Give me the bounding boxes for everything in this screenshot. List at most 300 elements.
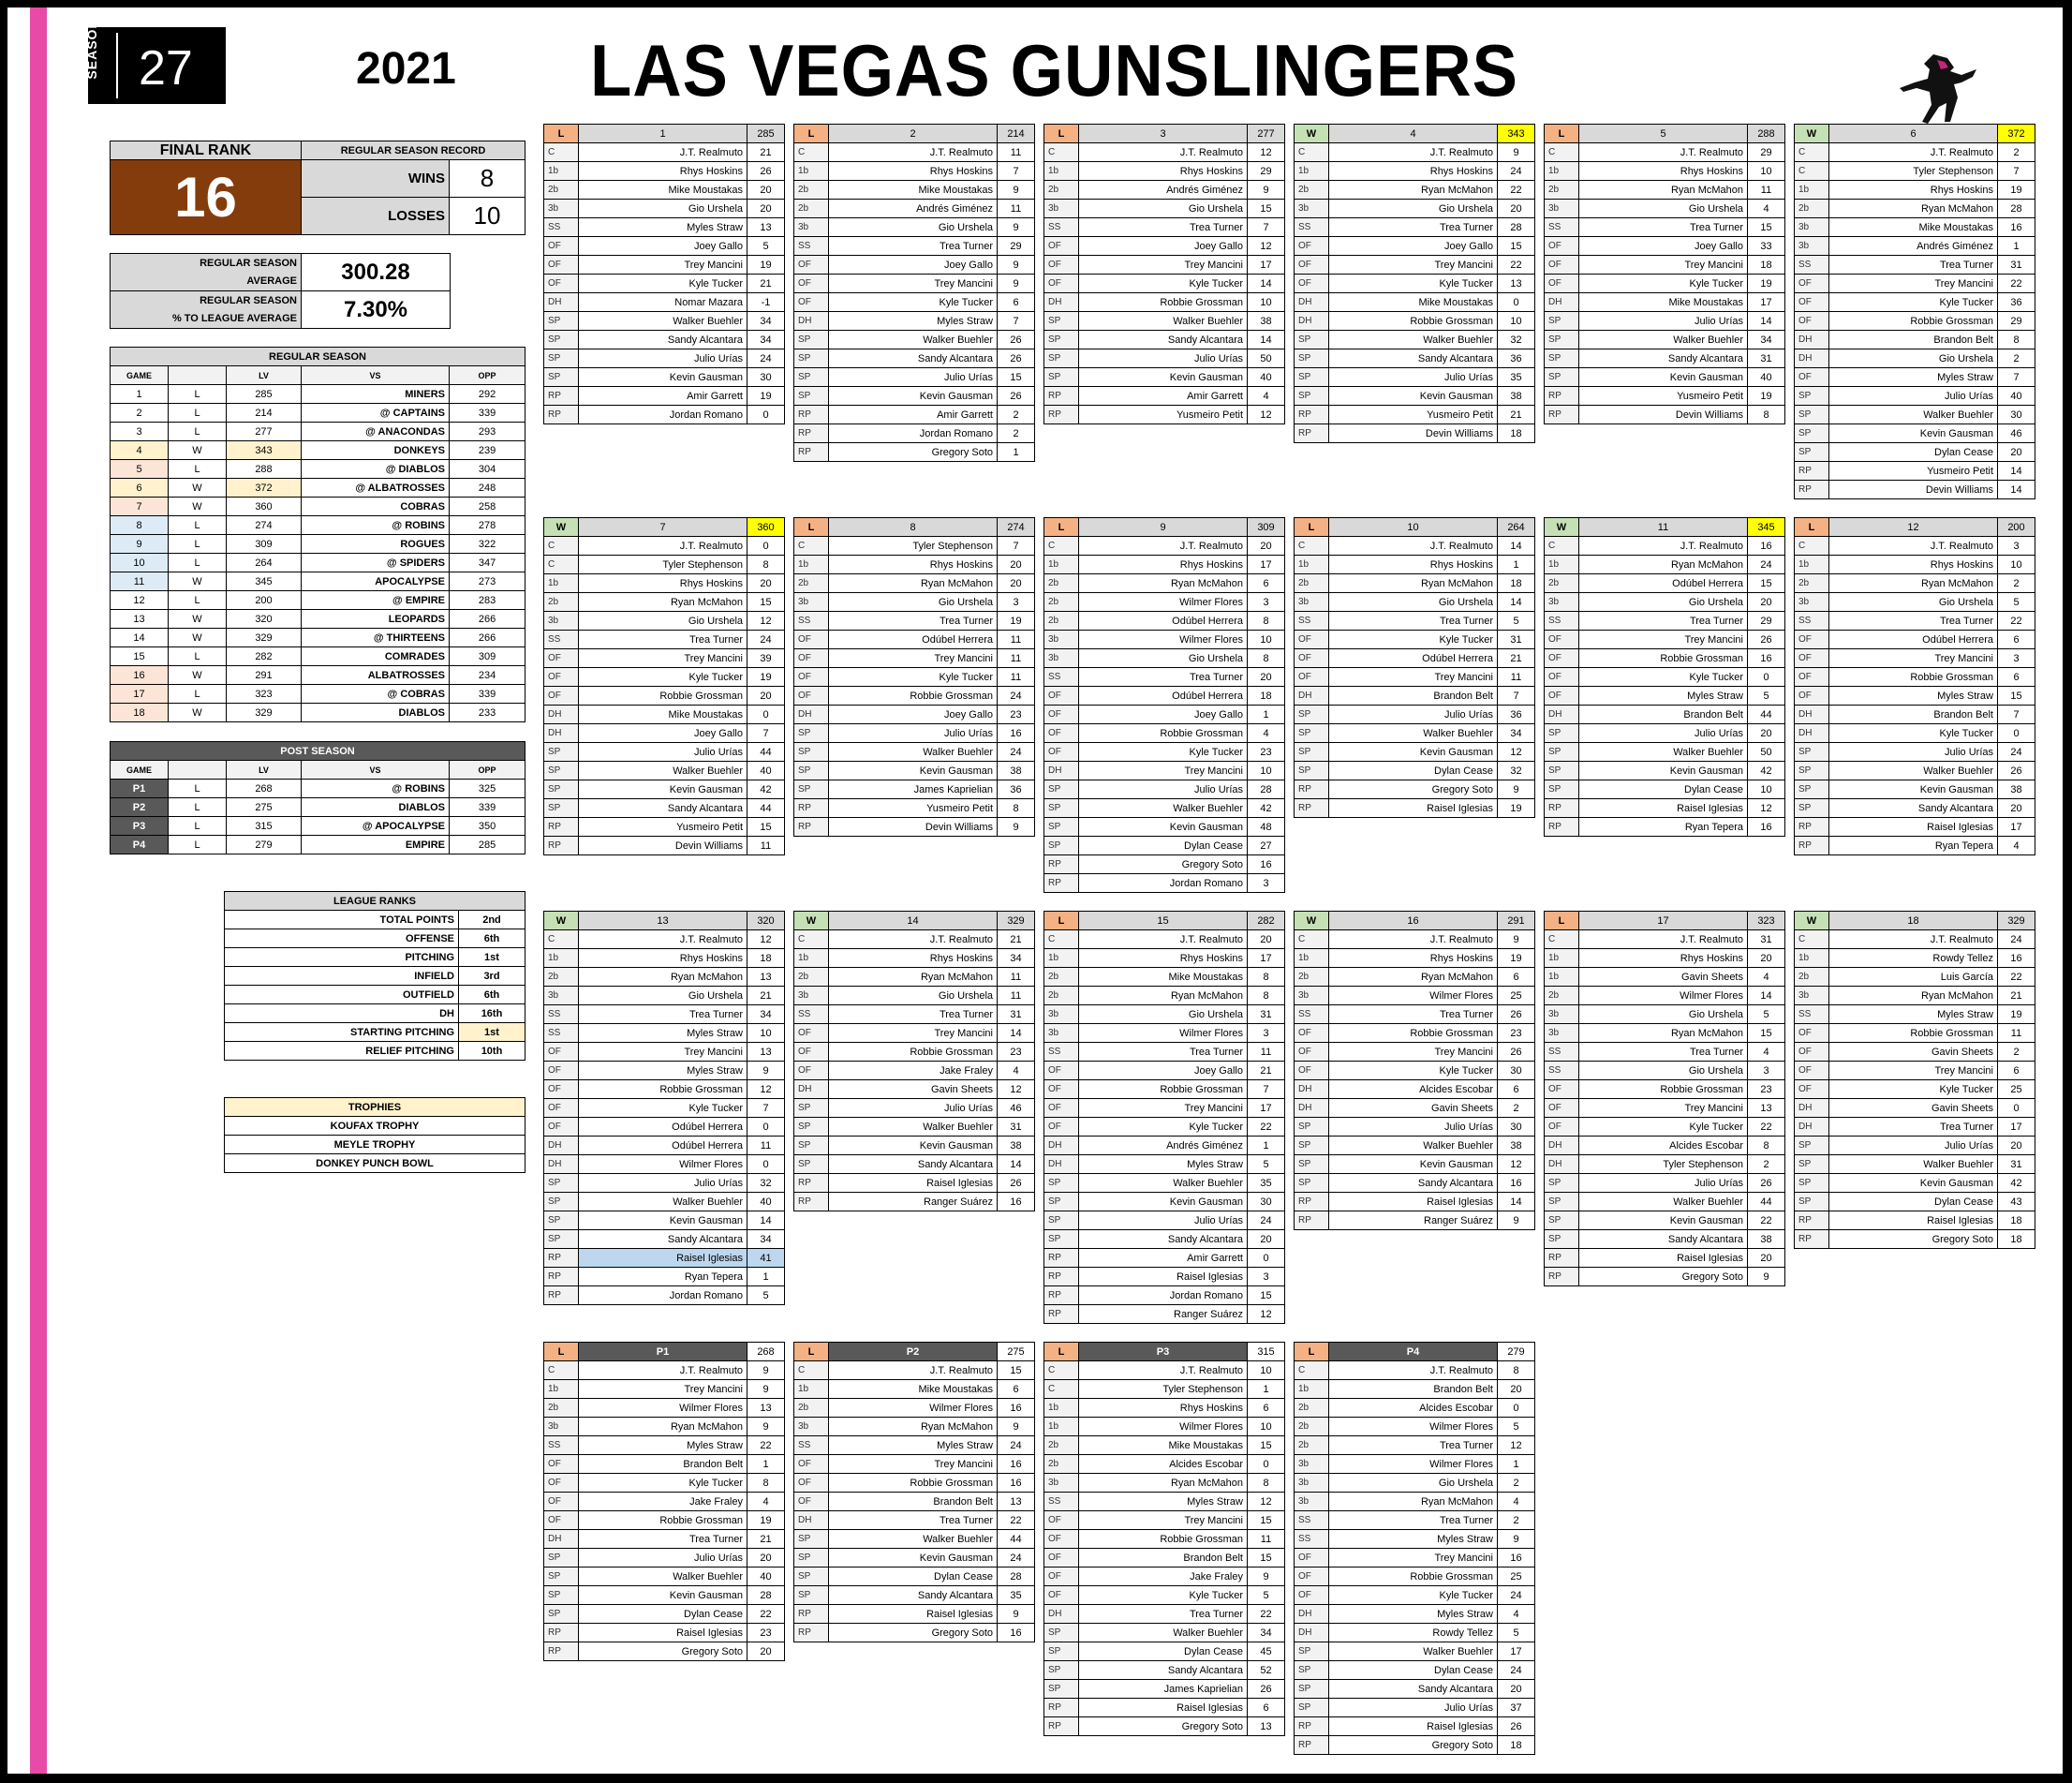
player-row: [1795, 256, 2035, 275]
game-header: [1795, 125, 2035, 143]
player-name: Julio Urías: [1579, 724, 1748, 743]
player-position: 1b: [1545, 949, 1579, 968]
player-position: OF: [1044, 275, 1079, 293]
player-position: SP: [1795, 424, 1829, 443]
player-points: 6: [1998, 668, 2035, 687]
player-name: Rhys Hoskins: [1579, 949, 1748, 968]
player-row: [794, 1043, 1035, 1062]
player-position: OF: [1295, 1043, 1329, 1062]
player-position: 3b: [1295, 1493, 1329, 1511]
player-points: 18: [1498, 574, 1535, 593]
regular-row: [111, 460, 525, 479]
player-name: J.T. Realmuto: [1829, 537, 1998, 556]
player-position: 3b: [1795, 237, 1829, 256]
player-position: SP: [544, 1193, 579, 1211]
player-points: 20: [1748, 1249, 1785, 1268]
player-position: RP: [1545, 818, 1579, 837]
player-name: Rhys Hoskins: [1329, 162, 1498, 181]
game-score: 345: [1748, 518, 1785, 537]
player-points: 20: [1998, 443, 2035, 462]
game-box: [1043, 124, 1285, 424]
player-position: OF: [1295, 1549, 1329, 1568]
player-name: Gio Urshela: [1579, 593, 1748, 612]
player-name: Kevin Gausman: [579, 1586, 747, 1605]
player-points: 17: [1998, 1118, 2035, 1137]
player-points: 30: [747, 368, 785, 387]
game-result: W: [169, 610, 227, 629]
player-row: [544, 1193, 785, 1211]
rank-value: 16th: [459, 1004, 525, 1023]
player-position: 1b: [1044, 556, 1079, 574]
player-name: Andrés Giménez: [1829, 237, 1998, 256]
player-points: 15: [1748, 574, 1785, 593]
player-name: Luis García: [1829, 968, 1998, 987]
player-row: [1545, 331, 1785, 349]
player-name: Amir Garrett: [829, 406, 998, 424]
player-name: Rhys Hoskins: [1079, 949, 1248, 968]
player-row: [544, 574, 785, 593]
player-name: Myles Straw: [579, 1436, 747, 1455]
player-row: [1044, 387, 1285, 406]
player-name: Walker Buehler: [1079, 1624, 1248, 1642]
player-row: [544, 1118, 785, 1137]
player-points: 4: [1498, 1605, 1535, 1624]
player-points: 12: [998, 1080, 1035, 1099]
player-name: Joey Gallo: [829, 706, 998, 724]
player-points: 8: [1248, 987, 1285, 1005]
player-row: [1044, 1268, 1285, 1286]
player-row: [1795, 218, 2035, 237]
player-points: 20: [1248, 930, 1285, 949]
player-row: [794, 1174, 1035, 1193]
player-points: 14: [1498, 537, 1535, 556]
player-position: 2b: [544, 593, 579, 612]
player-points: 17: [1998, 818, 2035, 837]
regular-header-row: [111, 366, 525, 385]
opp-score: 339: [450, 685, 525, 704]
game-box: [1544, 911, 1785, 1286]
player-row: [794, 1586, 1035, 1605]
player-points: 8: [1248, 612, 1285, 631]
player-row: [544, 649, 785, 668]
game-result-badge: L: [794, 1343, 829, 1361]
player-row: [1545, 1249, 1785, 1268]
game-result-badge: W: [1545, 518, 1579, 537]
player-position: SS: [794, 1436, 829, 1455]
game-score: 320: [747, 912, 785, 930]
opp-score: 309: [450, 647, 525, 666]
game-number: 7: [579, 518, 747, 537]
player-position: 3b: [544, 987, 579, 1005]
player-position: SP: [544, 1568, 579, 1586]
player-row: [794, 200, 1035, 218]
player-points: 31: [998, 1005, 1035, 1024]
player-name: Trea Turner: [579, 1530, 747, 1549]
player-row: [1545, 1193, 1785, 1211]
player-name: Sandy Alcantara: [829, 1155, 998, 1174]
player-points: 9: [747, 1418, 785, 1436]
player-row: [1545, 1155, 1785, 1174]
player-row: [794, 293, 1035, 312]
player-position: 3b: [794, 218, 829, 237]
player-points: 26: [998, 349, 1035, 368]
player-row: [544, 1062, 785, 1080]
player-row: [1044, 1043, 1285, 1062]
game-score: 309: [1248, 518, 1285, 537]
player-row: [1044, 556, 1285, 574]
player-name: Trea Turner: [1579, 218, 1748, 237]
player-position: OF: [544, 1493, 579, 1511]
player-row: [794, 706, 1035, 724]
player-row: [1545, 387, 1785, 406]
game-number: 11: [1579, 518, 1748, 537]
player-row: [1795, 200, 2035, 218]
regular-col-header: OPP: [450, 366, 525, 385]
player-points: 21: [1498, 406, 1535, 424]
player-row: [794, 406, 1035, 424]
player-position: RP: [1044, 406, 1079, 424]
player-points: 38: [998, 762, 1035, 780]
opp-score: 273: [450, 572, 525, 591]
player-name: Myles Straw: [1079, 1493, 1248, 1511]
player-points: 9: [998, 818, 1035, 837]
player-position: DH: [1545, 1155, 1579, 1174]
rank-category: STARTING PITCHING: [225, 1023, 459, 1042]
player-row: [544, 1549, 785, 1568]
player-name: Wilmer Flores: [829, 1399, 998, 1418]
player-name: Robbie Grossman: [829, 1474, 998, 1493]
player-row: [1044, 780, 1285, 799]
player-row: [1795, 799, 2035, 818]
player-name: Robbie Grossman: [1829, 668, 1998, 687]
player-points: 10: [1248, 293, 1285, 312]
player-points: 2: [1498, 1511, 1535, 1530]
player-points: 12: [1248, 143, 1285, 162]
player-name: Raisel Iglesias: [579, 1624, 747, 1642]
player-position: 3b: [1295, 1474, 1329, 1493]
player-name: Dylan Cease: [1329, 762, 1498, 780]
player-points: 9: [747, 1361, 785, 1380]
post-opp-score: 325: [450, 780, 525, 798]
game-box: [543, 911, 785, 1305]
player-name: Amir Garrett: [1079, 387, 1248, 406]
player-points: 10: [747, 1024, 785, 1043]
player-name: Walker Buehler: [1579, 743, 1748, 762]
player-points: 14: [998, 1155, 1035, 1174]
player-points: 42: [1998, 1174, 2035, 1193]
player-name: Ryan McMahon: [1329, 181, 1498, 200]
player-position: RP: [1545, 406, 1579, 424]
trophy-name: KOUFAX TROPHY: [225, 1117, 525, 1136]
player-points: 36: [1498, 349, 1535, 368]
player-row: [544, 218, 785, 237]
player-position: 3b: [1295, 200, 1329, 218]
player-row: [1295, 1361, 1535, 1380]
rank-category: TOTAL POINTS: [225, 911, 459, 929]
player-position: OF: [1044, 237, 1079, 256]
player-position: SS: [1295, 1530, 1329, 1549]
player-name: Rhys Hoskins: [829, 162, 998, 181]
post-result: L: [169, 780, 227, 798]
player-name: Trey Mancini: [1579, 1099, 1748, 1118]
post-header-row: [111, 761, 525, 780]
player-points: 22: [747, 1605, 785, 1624]
game-result: L: [169, 647, 227, 666]
player-position: OF: [1295, 256, 1329, 275]
game-number: 15: [1079, 912, 1248, 930]
player-position: 3b: [1044, 649, 1079, 668]
player-points: 6: [1248, 1699, 1285, 1717]
opponent: @ EMPIRE: [302, 591, 450, 610]
player-name: Robbie Grossman: [579, 1080, 747, 1099]
player-name: Sandy Alcantara: [1079, 1230, 1248, 1249]
player-row: [1295, 1699, 1535, 1717]
player-name: Gregory Soto: [1329, 780, 1498, 799]
player-name: J.T. Realmuto: [829, 930, 998, 949]
player-points: 10: [1248, 1418, 1285, 1436]
player-row: [1795, 368, 2035, 387]
player-row: [1545, 275, 1785, 293]
player-name: Robbie Grossman: [829, 1043, 998, 1062]
player-position: OF: [1044, 1099, 1079, 1118]
player-row: [1545, 293, 1785, 312]
player-row: [544, 256, 785, 275]
player-position: 3b: [544, 200, 579, 218]
player-points: 12: [1498, 1436, 1535, 1455]
post-title: POST SEASON: [111, 742, 525, 761]
player-name: Dylan Cease: [1579, 780, 1748, 799]
player-position: 3b: [1545, 593, 1579, 612]
player-row: [544, 1530, 785, 1549]
player-row: [1545, 968, 1785, 987]
player-row: [1545, 1080, 1785, 1099]
player-points: 21: [747, 1530, 785, 1549]
player-position: OF: [544, 1455, 579, 1474]
game-box: [793, 1342, 1035, 1642]
post-row: [111, 836, 525, 854]
player-name: Julio Urías: [1829, 1137, 1998, 1155]
game-number: 9: [1079, 518, 1248, 537]
player-name: Devin Williams: [829, 818, 998, 837]
player-row: [1795, 331, 2035, 349]
post-opponent: DIABLOS: [302, 798, 450, 817]
player-position: C: [544, 143, 579, 162]
player-row: [794, 631, 1035, 649]
player-row: [1044, 349, 1285, 368]
player-points: 10: [1498, 312, 1535, 331]
player-row: [544, 1586, 785, 1605]
regular-season-table: [110, 347, 525, 722]
player-name: Ranger Suárez: [1329, 1211, 1498, 1230]
player-position: DH: [1044, 1137, 1079, 1155]
player-points: 16: [1498, 1549, 1535, 1568]
player-row: [1545, 237, 1785, 256]
player-name: Trey Mancini: [579, 1043, 747, 1062]
player-row: [1545, 1174, 1785, 1193]
player-position: SS: [1044, 218, 1079, 237]
game-number: 4: [111, 441, 169, 460]
player-name: Kevin Gausman: [1829, 424, 1998, 443]
player-position: OF: [1295, 1568, 1329, 1586]
player-name: Gio Urshela: [1329, 200, 1498, 218]
player-position: 1b: [1795, 949, 1829, 968]
rank-value: 10th: [459, 1042, 525, 1061]
player-name: Wilmer Flores: [1079, 1418, 1248, 1436]
player-name: Gregory Soto: [1079, 1717, 1248, 1736]
player-position: RP: [1044, 1717, 1079, 1736]
player-points: 14: [1998, 462, 2035, 481]
player-position: RP: [794, 1193, 829, 1211]
player-name: J.T. Realmuto: [1329, 143, 1498, 162]
player-points: 15: [747, 818, 785, 837]
player-row: [1044, 724, 1285, 743]
player-position: SP: [1295, 1661, 1329, 1680]
player-name: Kyle Tucker: [579, 1474, 747, 1493]
player-row: [544, 1099, 785, 1118]
player-position: SP: [544, 1174, 579, 1193]
player-name: Trea Turner: [1829, 612, 1998, 631]
player-row: [1295, 1436, 1535, 1455]
player-row: [1044, 406, 1285, 424]
player-points: 43: [1998, 1193, 2035, 1211]
player-points: 15: [998, 368, 1035, 387]
player-name: Jordan Romano: [829, 424, 998, 443]
player-points: 20: [747, 181, 785, 200]
player-name: Raisel Iglesias: [1329, 1717, 1498, 1736]
player-position: RP: [1545, 799, 1579, 818]
player-position: OF: [794, 275, 829, 293]
player-name: Brandon Belt: [1829, 706, 1998, 724]
player-points: 35: [1248, 1174, 1285, 1193]
player-name: Mike Moustakas: [829, 1380, 998, 1399]
player-position: SP: [1295, 1137, 1329, 1155]
player-name: Kevin Gausman: [579, 1211, 747, 1230]
player-row: [1795, 987, 2035, 1005]
player-name: Ryan McMahon: [1579, 181, 1748, 200]
player-name: Trey Mancini: [579, 1380, 747, 1399]
player-name: Julio Urías: [829, 724, 998, 743]
regular-row: [111, 685, 525, 704]
player-points: 5: [1748, 1005, 1785, 1024]
player-name: Trey Mancini: [579, 649, 747, 668]
player-position: SP: [544, 780, 579, 799]
player-position: 1b: [1295, 556, 1329, 574]
game-result: W: [169, 479, 227, 498]
player-points: 46: [998, 1099, 1035, 1118]
player-name: Kyle Tucker: [1329, 1586, 1498, 1605]
player-points: 3: [1998, 537, 2035, 556]
player-points: 35: [998, 1586, 1035, 1605]
player-position: SP: [1795, 1193, 1829, 1211]
player-position: SP: [1795, 443, 1829, 462]
player-points: 13: [747, 1399, 785, 1418]
player-points: 17: [1748, 293, 1785, 312]
player-points: 32: [1498, 331, 1535, 349]
player-name: Gregory Soto: [829, 1624, 998, 1642]
player-points: 34: [1498, 724, 1535, 743]
game-number: 17: [1579, 912, 1748, 930]
player-row: [794, 987, 1035, 1005]
wins-label: WINS: [302, 160, 450, 198]
player-position: 1b: [794, 949, 829, 968]
player-position: 3b: [794, 593, 829, 612]
game-number: 15: [111, 647, 169, 666]
player-row: [1795, 724, 2035, 743]
player-row: [1295, 293, 1535, 312]
player-points: 7: [747, 1099, 785, 1118]
game-score: 288: [1748, 125, 1785, 143]
game-result-badge: L: [1795, 518, 1829, 537]
player-position: OF: [794, 687, 829, 706]
player-position: RP: [1545, 1268, 1579, 1286]
player-position: OF: [1795, 312, 1829, 331]
player-points: 20: [747, 574, 785, 593]
player-row: [794, 1380, 1035, 1399]
player-position: RP: [1545, 1249, 1579, 1268]
game-header: [1545, 912, 1785, 930]
player-row: [1295, 1211, 1535, 1230]
player-position: DH: [1295, 293, 1329, 312]
game-number: 8: [829, 518, 998, 537]
player-points: 31: [1998, 1155, 2035, 1174]
game-score: 329: [1998, 912, 2035, 930]
rank-value: 6th: [459, 929, 525, 948]
player-position: SS: [794, 237, 829, 256]
post-result: L: [169, 798, 227, 817]
player-points: 30: [1998, 406, 2035, 424]
player-points: 21: [1998, 987, 2035, 1005]
player-points: 11: [998, 968, 1035, 987]
opponent: DIABLOS: [302, 704, 450, 722]
player-name: Yusmeiro Petit: [829, 799, 998, 818]
player-name: Trea Turner: [1079, 218, 1248, 237]
trophies-title: TROPHIES: [225, 1098, 525, 1117]
team-title: LAS VEGAS GUNSLINGERS: [590, 29, 1518, 111]
player-points: 3: [1248, 1268, 1285, 1286]
average-label-line2: AVERAGE: [246, 275, 297, 287]
player-row: [544, 1568, 785, 1586]
player-position: 2b: [1044, 968, 1079, 987]
game-number: P3: [1079, 1343, 1248, 1361]
player-position: OF: [794, 1493, 829, 1511]
player-position: OF: [1044, 1568, 1079, 1586]
player-name: Trea Turner: [829, 237, 998, 256]
player-name: Walker Buehler: [829, 1530, 998, 1549]
opponent: DONKEYS: [302, 441, 450, 460]
player-name: Robbie Grossman: [1829, 312, 1998, 331]
game-score: 264: [1498, 518, 1535, 537]
lv-score: 329: [227, 704, 302, 722]
player-row: [1044, 762, 1285, 780]
player-position: RP: [1044, 1699, 1079, 1717]
player-position: OF: [794, 1043, 829, 1062]
player-points: 29: [998, 237, 1035, 256]
player-points: 2: [1498, 1099, 1535, 1118]
game-result-badge: L: [1545, 912, 1579, 930]
player-points: 28: [998, 1568, 1035, 1586]
opponent: @ DIABLOS: [302, 460, 450, 479]
player-position: RP: [1295, 799, 1329, 818]
player-points: 11: [998, 649, 1035, 668]
player-points: 2: [1998, 143, 2035, 162]
player-row: [1545, 200, 1785, 218]
lv-score: 323: [227, 685, 302, 704]
player-points: 9: [747, 1062, 785, 1080]
player-name: J.T. Realmuto: [579, 930, 747, 949]
player-name: Myles Straw: [1829, 687, 1998, 706]
opp-score: 339: [450, 404, 525, 423]
player-points: 9: [998, 218, 1035, 237]
